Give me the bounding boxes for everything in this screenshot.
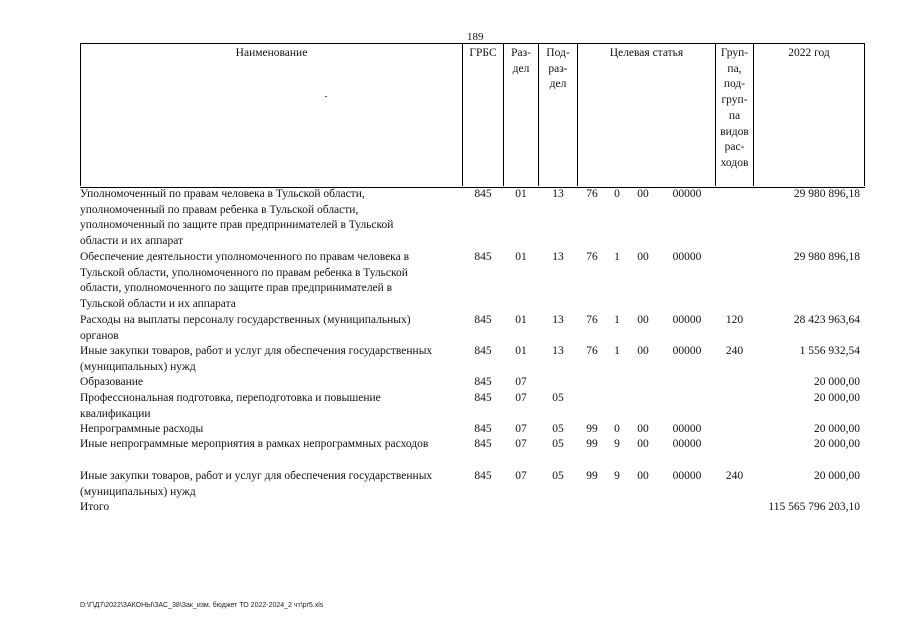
row-t1-cell: 76 bbox=[586, 314, 598, 326]
row-t2-cell: 0 bbox=[614, 423, 620, 435]
row-name bbox=[80, 313, 411, 344]
total-label: Итого bbox=[80, 501, 110, 513]
row-grbs-cell: 845 bbox=[474, 438, 492, 450]
row-t2-cell: 1 bbox=[614, 345, 620, 357]
row-t1-cell: 99 bbox=[586, 438, 598, 450]
row-name-line: Уполномоченный по правам человека в Тульской области, bbox=[80, 188, 365, 200]
header-divider bbox=[80, 43, 81, 186]
page-number: 189 bbox=[467, 31, 484, 43]
row-name-line: Иные закупки товаров, работ и услуг для обеспечения государственных bbox=[80, 470, 433, 482]
header-razdel: Раз- дел bbox=[511, 47, 531, 75]
row-t1-cell: 99 bbox=[586, 423, 598, 435]
row-name-line: уполномоченный по защите прав предпринимателей в Тульской bbox=[80, 219, 394, 232]
row-t4-cell: 00000 bbox=[672, 251, 702, 263]
row-t2-cell: 9 bbox=[614, 470, 620, 482]
row-rz-cell: 07 bbox=[515, 392, 527, 404]
header-divider bbox=[577, 43, 578, 186]
row-t1-cell: 76 bbox=[586, 188, 598, 200]
row-name bbox=[80, 391, 381, 422]
row-amount-cell: 29 980 896,18 bbox=[793, 251, 860, 263]
row-t4-cell: 00000 bbox=[672, 188, 702, 200]
row-name-line: (муниципальных) нужд bbox=[80, 360, 196, 373]
row-name bbox=[80, 437, 428, 453]
header-divider bbox=[753, 43, 754, 186]
row-pr-cell: 05 bbox=[552, 423, 564, 435]
row-amount-cell: 28 423 963,64 bbox=[793, 314, 860, 326]
row-t1-cell: 76 bbox=[586, 251, 598, 263]
header-divider bbox=[462, 43, 463, 186]
row-name bbox=[80, 187, 393, 249]
scan-mark bbox=[325, 96, 327, 97]
row-t4-cell: 00000 bbox=[672, 423, 702, 435]
row-vr-cell: 240 bbox=[725, 345, 744, 357]
row-name-line: органов bbox=[80, 329, 119, 342]
row-t3-cell: 00 bbox=[637, 470, 649, 482]
row-t4-cell: 00000 bbox=[672, 314, 702, 326]
row-grbs-cell: 845 bbox=[474, 423, 492, 435]
row-t3-cell: 00 bbox=[637, 188, 649, 200]
row-name-line: квалификации bbox=[80, 407, 151, 420]
header-expense-group: Груп- па, под- груп- па видов рас- ходов bbox=[720, 47, 749, 169]
row-rz-cell: 07 bbox=[515, 376, 527, 388]
row-name-line: Иные непрограммные мероприятия в рамках непрограммных расходов bbox=[80, 438, 429, 450]
row-t1-cell: 76 bbox=[586, 345, 598, 357]
row-name-line: области и их аппарат bbox=[80, 234, 184, 247]
row-rz-cell: 01 bbox=[515, 251, 527, 263]
row-grbs-cell: 845 bbox=[474, 376, 492, 388]
row-pr-cell: 05 bbox=[552, 438, 564, 450]
file-path-footer: D:\Г\Д7\2022\ЗАКОНЫ\ЗАС_38\Зак_изм. бюджет ТО 2022-2024_2 чт\pr5.xls bbox=[80, 602, 324, 609]
row-t4-cell: 00000 bbox=[672, 470, 702, 482]
row-name-line: Тульской области, уполномоченного по правам ребенка в Тульской bbox=[80, 266, 408, 279]
row-t2-cell: 9 bbox=[614, 438, 620, 450]
row-pr-cell: 13 bbox=[552, 251, 564, 263]
row-name-line: Профессиональная подготовка, переподготовка и повышение bbox=[80, 392, 381, 404]
row-grbs-cell: 845 bbox=[474, 314, 492, 326]
row-t3-cell: 00 bbox=[637, 345, 649, 357]
header-podrazdel: Под- раз- дел bbox=[546, 47, 570, 91]
row-name-line: Образование bbox=[80, 376, 144, 388]
row-amount-cell: 20 000,00 bbox=[814, 438, 860, 450]
row-t2-cell: 1 bbox=[614, 251, 620, 263]
row-grbs-cell: 845 bbox=[474, 188, 492, 200]
row-name bbox=[80, 250, 409, 312]
row-pr-cell: 05 bbox=[552, 392, 564, 404]
row-t3-cell: 00 bbox=[637, 251, 649, 263]
row-t1-cell: 99 bbox=[586, 470, 598, 482]
row-grbs-cell: 845 bbox=[474, 470, 492, 482]
row-name bbox=[80, 375, 143, 391]
row-grbs-cell: 845 bbox=[474, 251, 492, 263]
row-amount-cell: 1 556 932,54 bbox=[799, 345, 860, 357]
row-rz-cell: 07 bbox=[515, 438, 527, 450]
row-vr-cell: 120 bbox=[725, 314, 744, 326]
row-rz-cell: 01 bbox=[515, 314, 527, 326]
row-amount-cell: 20 000,00 bbox=[814, 470, 860, 482]
row-pr-cell: 13 bbox=[552, 314, 564, 326]
row-name bbox=[80, 469, 432, 500]
row-amount-cell: 20 000,00 bbox=[814, 423, 860, 435]
row-name-line: Тульской области и их аппарата bbox=[80, 297, 236, 310]
row-t3-cell: 00 bbox=[637, 314, 649, 326]
row-rz-cell: 07 bbox=[515, 470, 527, 482]
row-name-line: Расходы на выплаты персоналу государственных (муниципальных) bbox=[80, 314, 411, 326]
row-grbs-cell: 845 bbox=[474, 345, 492, 357]
row-name bbox=[80, 422, 203, 438]
row-t3-cell: 00 bbox=[637, 438, 649, 450]
header-divider bbox=[864, 43, 865, 186]
row-amount-cell: 29 980 896,18 bbox=[793, 188, 860, 200]
row-rz-cell: 01 bbox=[515, 345, 527, 357]
row-t3-cell: 00 bbox=[637, 423, 649, 435]
row-grbs-cell: 845 bbox=[474, 392, 492, 404]
row-name-line: Иные закупки товаров, работ и услуг для обеспечения государственных bbox=[80, 345, 433, 357]
row-rz-cell: 07 bbox=[515, 423, 527, 435]
row-vr-cell: 240 bbox=[725, 470, 744, 482]
row-pr-cell: 05 bbox=[552, 470, 564, 482]
row-t2-cell: 1 bbox=[614, 314, 620, 326]
row-rz-cell: 01 bbox=[515, 188, 527, 200]
row-name-line: (муниципальных) нужд bbox=[80, 485, 196, 498]
row-name-line: области, уполномоченного по защите прав предпринимателей в bbox=[80, 282, 393, 295]
header-target-article: Целевая статья bbox=[609, 47, 684, 59]
row-pr-cell: 13 bbox=[552, 188, 564, 200]
row-t2-cell: 0 bbox=[614, 188, 620, 200]
row-name-line: Обеспечение деятельности уполномоченного по правам человека в bbox=[80, 251, 410, 263]
row-name-line: уполномоченный по правам ребенка в Тульской области, bbox=[80, 203, 359, 216]
row-amount-cell: 20 000,00 bbox=[814, 376, 860, 388]
total-amount: 115 565 796 203,10 bbox=[768, 501, 860, 513]
row-name-line: Непрограммные расходы bbox=[80, 423, 204, 435]
row-t4-cell: 00000 bbox=[672, 438, 702, 450]
row-name bbox=[80, 344, 432, 375]
row-amount-cell: 20 000,00 bbox=[814, 392, 860, 404]
header-name: Наименование bbox=[235, 47, 308, 59]
header-year: 2022 год bbox=[788, 47, 830, 59]
header-grbs: ГРБС bbox=[469, 47, 497, 59]
row-pr-cell: 13 bbox=[552, 345, 564, 357]
row-t4-cell: 00000 bbox=[672, 345, 702, 357]
